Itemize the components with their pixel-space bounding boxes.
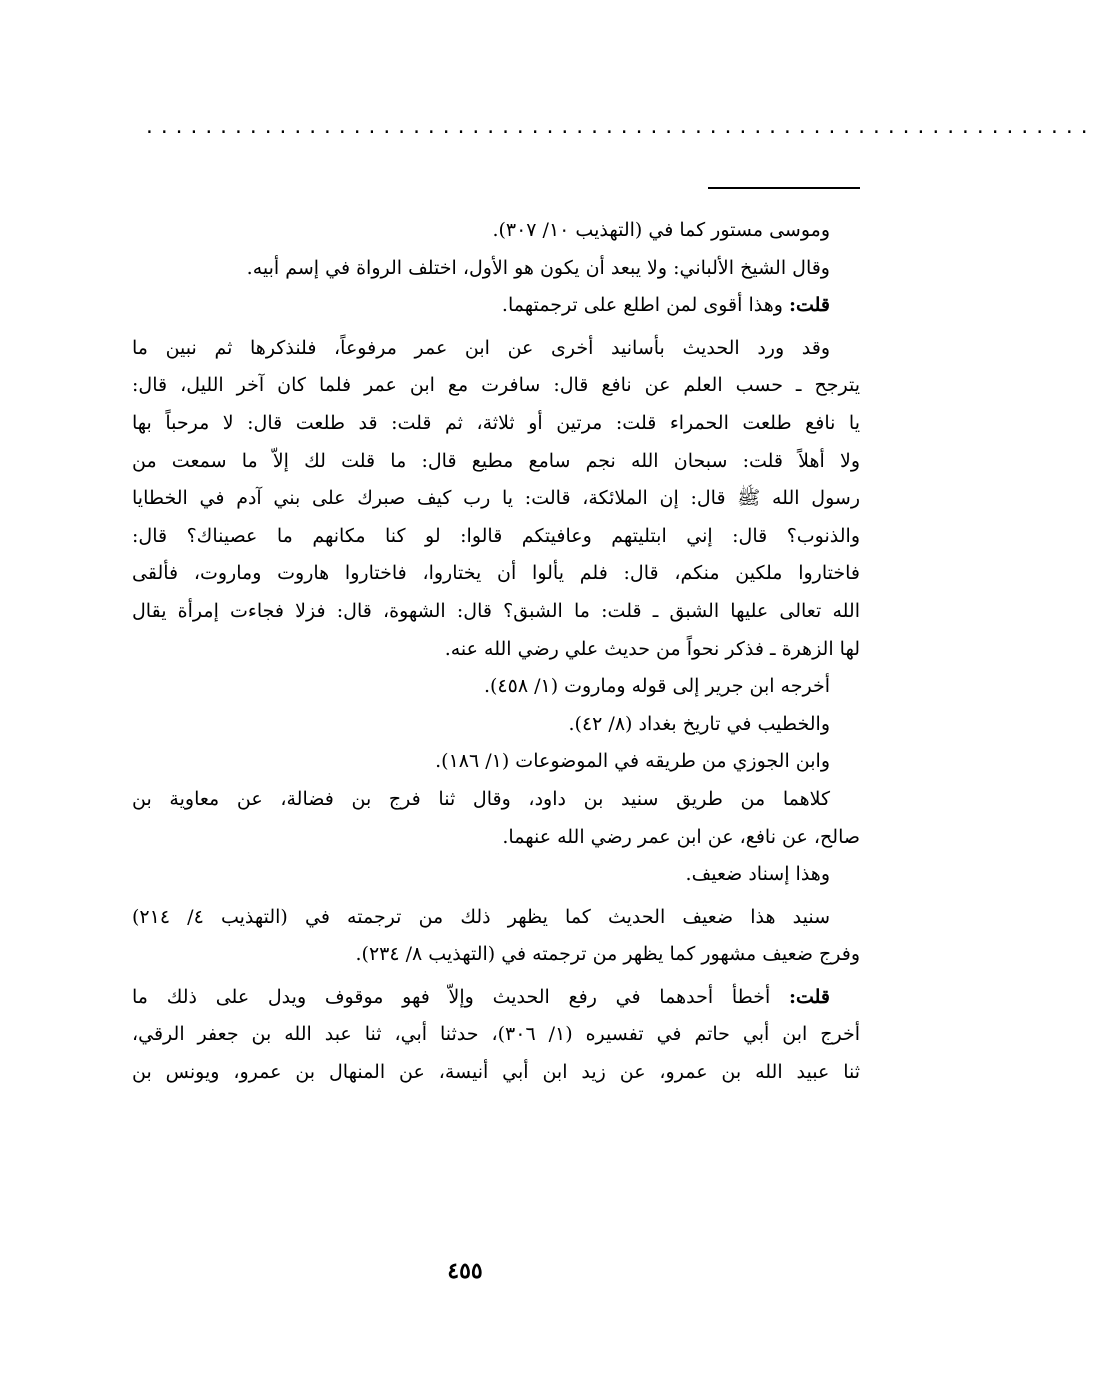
text-span: وهذا أقوى لمن اطلع على ترجمتهما. xyxy=(501,294,789,317)
main-text xyxy=(132,212,860,1092)
text-line: صالح، عن نافع، عن ابن عمر رضي الله عنهما. xyxy=(502,825,860,848)
text-span: أخطأ أحدهما في رفع الحديث وإلاّ فهو موقوف ويدل على ذلك ما xyxy=(132,985,789,1008)
text-line xyxy=(132,979,860,1017)
footnote-rule xyxy=(708,187,860,189)
text-line: الله تعالى عليها الشبق ـ قلت: ما الشبق؟ قال: الشهوة، قال: فزلا فجاءت إمرأة يقال xyxy=(132,599,860,622)
text-line: لها الزهرة ـ فذكر نحواً من حديث علي رضي الله عنه. xyxy=(444,637,860,660)
dotted-separator: ................................................................ xyxy=(144,117,1094,138)
text-line: وقد ورد الحديث بأسانيد أخرى عن ابن عمر مرفوعاً، فلنذكرها ثم نبين ما xyxy=(132,336,830,359)
text-line: وموسى مستور كما في (التهذيب ١٠/ ٣٠٧). xyxy=(492,219,830,241)
text-line: يترجح ـ حسب العلم عن نافع قال: سافرت مع ابن عمر فلما كان آخر الليل، قال: xyxy=(132,374,860,397)
text-line: يا نافع طلعت الحمراء قلت: مرتين أو ثلاثة، ثم قلت: قد طلعت قال: لا مرحباً بها xyxy=(132,411,860,434)
text-line: فاختاروا ملكين منكم، قال: فلم يألوا أن يختاروا، فاختاروا هاروت وماروت، فألقى xyxy=(132,562,860,585)
text-line: وهذا إسناد ضعيف. xyxy=(685,863,830,886)
qultu-label: قلت: xyxy=(788,294,830,317)
text-line: والذنوب؟ قال: إني ابتليتهم وعافيتكم قالوا: لو كنا مكانهم ما عصيناك؟ قال: xyxy=(132,524,860,547)
text-line: رسول الله ﷺ قال: إن الملائكة، قالت: يا رب كيف صبرك على بني آدم في الخطايا xyxy=(132,487,860,510)
text-line: سنيد هذا ضعيف الحديث كما يظهر ذلك من ترجمته في (التهذيب ٤/ ٢١٤) xyxy=(132,905,830,928)
text-line xyxy=(132,287,860,325)
text-line: وقال الشيخ الألباني: ولا يبعد أن يكون هو الأول، اختلف الرواة في إسم أبيه. xyxy=(246,256,830,279)
text-line: كلاهما من طريق سنيد بن داود، وقال ثنا فرج بن فضالة، عن معاوية بن xyxy=(132,787,830,810)
text-line: وابن الجوزي من طريقه في الموضوعات (١/ ١٨٦). xyxy=(435,750,830,773)
text-line: أخرجه ابن جرير إلى قوله وماروت (١/ ٤٥٨). xyxy=(483,675,830,698)
text-line: أخرج ابن أبي حاتم في تفسيره (١/ ٣٠٦)، حدثنا أبي، ثنا عبد الله بن جعفر الرقي، xyxy=(132,1023,860,1046)
qultu-label: قلت: xyxy=(788,985,830,1008)
text-line: ولا أهلاً قلت: سبحان الله نجم سامع مطيع قال: ما قلت لك إلاّ ما سمعت من xyxy=(132,449,860,472)
text-line: والخطيب في تاريخ بغداد (٨/ ٤٢). xyxy=(568,712,830,735)
text-line: وفرج ضعيف مشهور كما يظهر من ترجمته في (التهذيب ٨/ ٢٣٤). xyxy=(355,943,860,966)
text-line: ثنا عبيد الله بن عمرو، عن زيد ابن أبي أنيسة، عن المنهال بن عمرو، ويونس بن xyxy=(132,1061,860,1084)
page-number: ٤٥٥ xyxy=(447,1258,483,1284)
